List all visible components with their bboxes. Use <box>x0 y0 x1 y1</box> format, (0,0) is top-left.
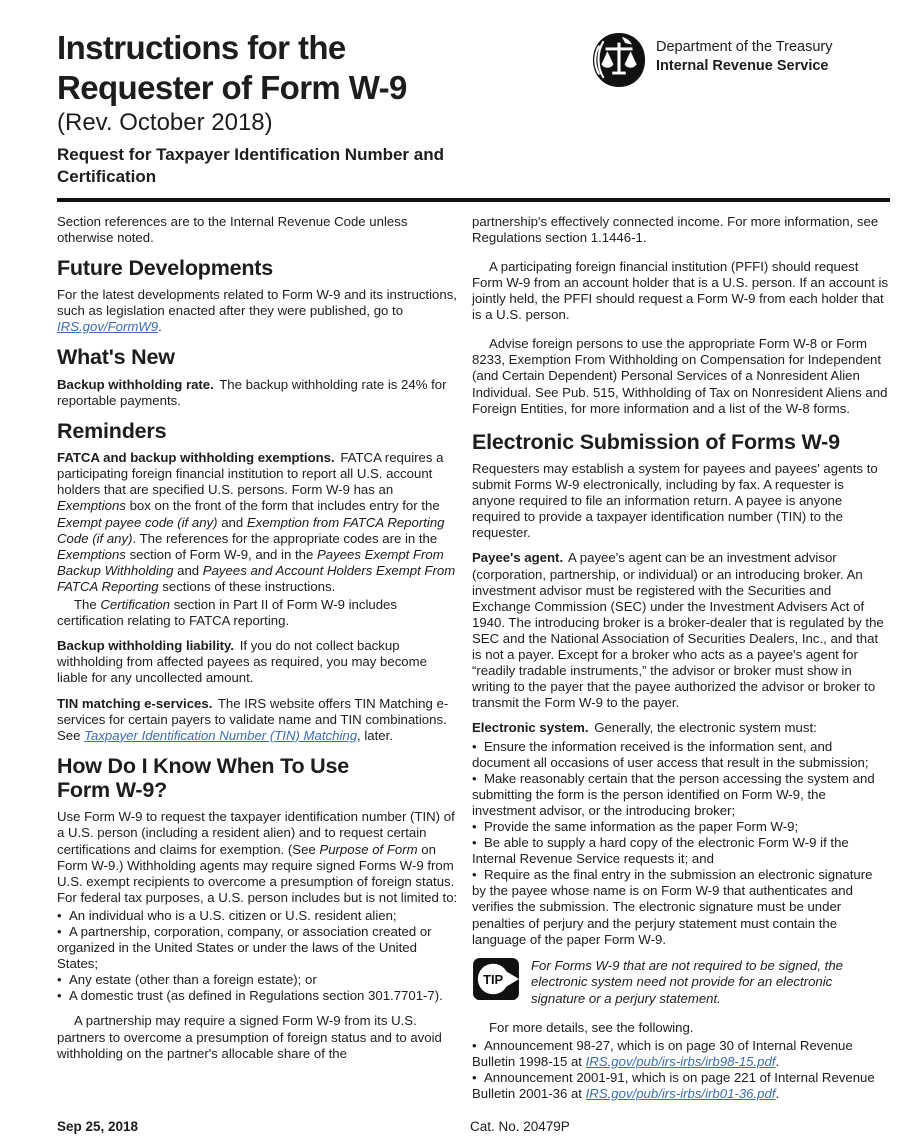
hyperlink[interactable]: IRS.gov/pub/irs-irbs/irb98-15.pdf <box>585 1053 776 1069</box>
tip-callout <box>472 957 890 1008</box>
heading-reminders: Reminders <box>57 418 167 443</box>
list-item-announcement-2001-91: • Announcement 2001-91, which is on page 221 of Internal Revenue Bulletin 2001-36 at IRS.gov/pub/irs-irbs/irb01-36.pdf. <box>472 1070 890 1102</box>
catalog-number: Cat. No. 20479P <box>470 1119 570 1134</box>
svg-text:TIP: TIP <box>483 971 504 987</box>
page-title: Instructions for the Requester of Form W-9 <box>57 29 407 106</box>
para-fatca-exemptions: FATCA and backup withholding exemptions. FATCA requires a participating foreign financial institution to report all U.S. account holders that are specified U.S. persons. Form W-9 has an Exemptions box on the front of the form that includes entry for the Exempt payee code (if any) and Exemption from FATCA Reporting Code (if any). The references for the appropriate codes are in the Exemptions section of Form W-9, and in the Payees Exempt From Backup Withholding and Payees and Account Holders Exempt From FATCA Reporting sections of these instructions. <box>57 450 456 594</box>
document-subtitle: Request for Taxpayer Identification Number and Certification <box>57 145 444 186</box>
document-header <box>57 28 890 188</box>
agency-line2: Internal Revenue Service <box>656 57 829 74</box>
right-column <box>472 214 890 1102</box>
para-pffi: A participating foreign financial institution (PFFI) should request Form W-9 from an account holder that is a U.S. person. If an account is jointly held, the PFFI should request a Form W-9 from each holder that is a U.S. person. <box>472 258 889 323</box>
hyperlink[interactable]: IRS.gov/pub/irs-irbs/irb01-36.pdf <box>585 1085 776 1101</box>
heading-future-developments: Future Developments <box>57 255 274 280</box>
list-item-partnership: • A partnership, corporation, company, or association created or organized in the United States or under the laws of the United States; <box>57 924 459 972</box>
list-item-electronic-signature: • Require as the final entry in the submission an electronic signature by the payee whose name is on Form W-9 that authenticates and verifies the submission. The electronic signature must be under penalties of perjury and the perjury statement must contain the language of the paper Form W-9. <box>472 867 890 947</box>
section-references-note: Section references are to the Internal Revenue Code unless otherwise noted. <box>57 213 408 245</box>
left-column <box>57 214 459 1102</box>
para-payees-agent: Payee's agent. A payee's agent can be an investment advisor (corporation, partnership, or individual) or an introducing broker. An investment advisor must be registered with the Securities and Exchange Commission (SEC) under the Investment Advisers Act of 1940. The introducing broker is a broker-dealer that is regulated by the SEC and the National Association of Securities Dealers, Inc., and that is not a payer. Except for a broker who acts as a payee's agent for “readily tradable instruments,” the advisor or broker must show in writing to the payer that the payee authorized the advisor or broker to transmit the Form W-9 to the payer. <box>472 550 884 711</box>
list-item-estate: • Any estate (other than a foreign estate); or <box>57 972 459 988</box>
tip-text: For Forms W-9 that are not required to be signed, the electronic system need not provide for an electronic signature or a perjury statement. <box>531 957 844 1006</box>
list-item-individual: • An individual who is a U.S. citizen or U.S. resident alien; <box>57 908 459 924</box>
para-backup-withholding-liability: Backup withholding liability. If you do not collect backup withholding from affected payees as required, you may become liable for any uncollected amount. <box>57 638 427 686</box>
two-column-body <box>57 214 890 1102</box>
list-item-provide-same-info: • Provide the same information as the paper Form W-9; <box>472 819 890 835</box>
list-item-domestic-trust: • A domestic trust (as defined in Regulations section 301.7701-7). <box>57 988 459 1004</box>
list-item-make-certain: • Make reasonably certain that the person accessing the system and submitting the form is the person identified on Form W-9, the investment advisor, or the introducing broker; <box>472 771 890 819</box>
hyperlink[interactable]: Taxpayer Identification Number (TIN) Matching <box>84 727 358 743</box>
irs-eagle-logo-icon <box>590 32 648 93</box>
title-block <box>57 28 509 188</box>
header-divider <box>57 198 890 202</box>
tip-icon <box>472 957 520 1008</box>
para-backup-withholding-rate: Backup withholding rate. The backup withholding rate is 24% for reportable payments. <box>57 376 447 408</box>
para-partnership-requirement: A partnership may require a signed Form W-9 from its U.S. partners to overcome a presumption of foreign status and to avoid withholding on the partner's allocable share of the <box>57 1013 442 1061</box>
para-electronic-system: Electronic system. Generally, the electronic system must: <box>472 720 817 736</box>
para-tin-matching: TIN matching e-services. The IRS website offers TIN Matching e-services for certain payers to validate name and TIN combinations. See Taxpayer Identification Number (TIN) Matching, later. <box>57 695 449 743</box>
para-more-details: For more details, see the following. <box>489 1019 694 1035</box>
para-future-developments: For the latest developments related to Form W-9 and its instructions, such as legislation enacted after they were published, go to IRS.gov/FormW9. <box>57 287 457 335</box>
heading-how-do-i-know: How Do I Know When To Use Form W-9? <box>57 753 350 803</box>
para-requesters-system: Requesters may establish a system for payees and payees' agents to submit Forms W-9 electronically, including by fax. A requester is anyone required to file an information return. A payee is anyone required to provide a taxpayer identification number (TIN) to the requester. <box>472 461 878 541</box>
para-use-form-w9: Use Form W-9 to request the taxpayer identification number (TIN) of a U.S. person (including a resident alien) and to request certain certifications and claims for exemption. (See Purpose of Form on Form W-9.) Withholding agents may require signed Forms W-9 from U.S. exempt recipients to overcome a presumption of foreign status. For federal tax purposes, a U.S. person includes but is not limited to: <box>57 809 458 905</box>
list-item-hard-copy: • Be able to supply a hard copy of the electronic Form W-9 if the Internal Revenue Service requests it; and <box>472 835 890 867</box>
agency-name <box>656 32 833 76</box>
agency-block <box>590 28 890 188</box>
para-advise-foreign-persons: Advise foreign persons to use the appropriate Form W-8 or Form 8233, Exemption From Withholding on Compensation for Independent (and Certain Dependent) Personal Services of a Nonresident Alien Individual. See Pub. 515, Withholding of Tax on Nonresident Aliens and Foreign Entities, for more information and a list of the W-8 forms. <box>472 336 888 416</box>
para-certification-section: The Certification section in Part II of Form W-9 includes certification relating to FATCA reporting. <box>57 597 397 629</box>
list-item-announcement-98-27: • Announcement 98-27, which is on page 30 of Internal Revenue Bulletin 1998-15 at IRS.gov/pub/irs-irbs/irb98-15.pdf. <box>472 1038 890 1070</box>
list-item-ensure-information: • Ensure the information received is the information sent, and document all occasions of user access that result in the submission; <box>472 739 890 771</box>
heading-whats-new: What's New <box>57 345 175 370</box>
para-partnership-continued: partnership's effectively connected income. For more information, see Regulations section 1.1446-1. <box>472 213 879 245</box>
revision-date: (Rev. October 2018) <box>57 109 273 137</box>
footer-date: Sep 25, 2018 <box>57 1119 139 1134</box>
hyperlink[interactable]: IRS.gov/FormW9 <box>57 319 159 335</box>
heading-electronic-submission: Electronic Submission of Forms W-9 <box>472 429 840 454</box>
agency-line1: Department of the Treasury <box>656 39 833 55</box>
page-footer <box>57 1119 890 1134</box>
